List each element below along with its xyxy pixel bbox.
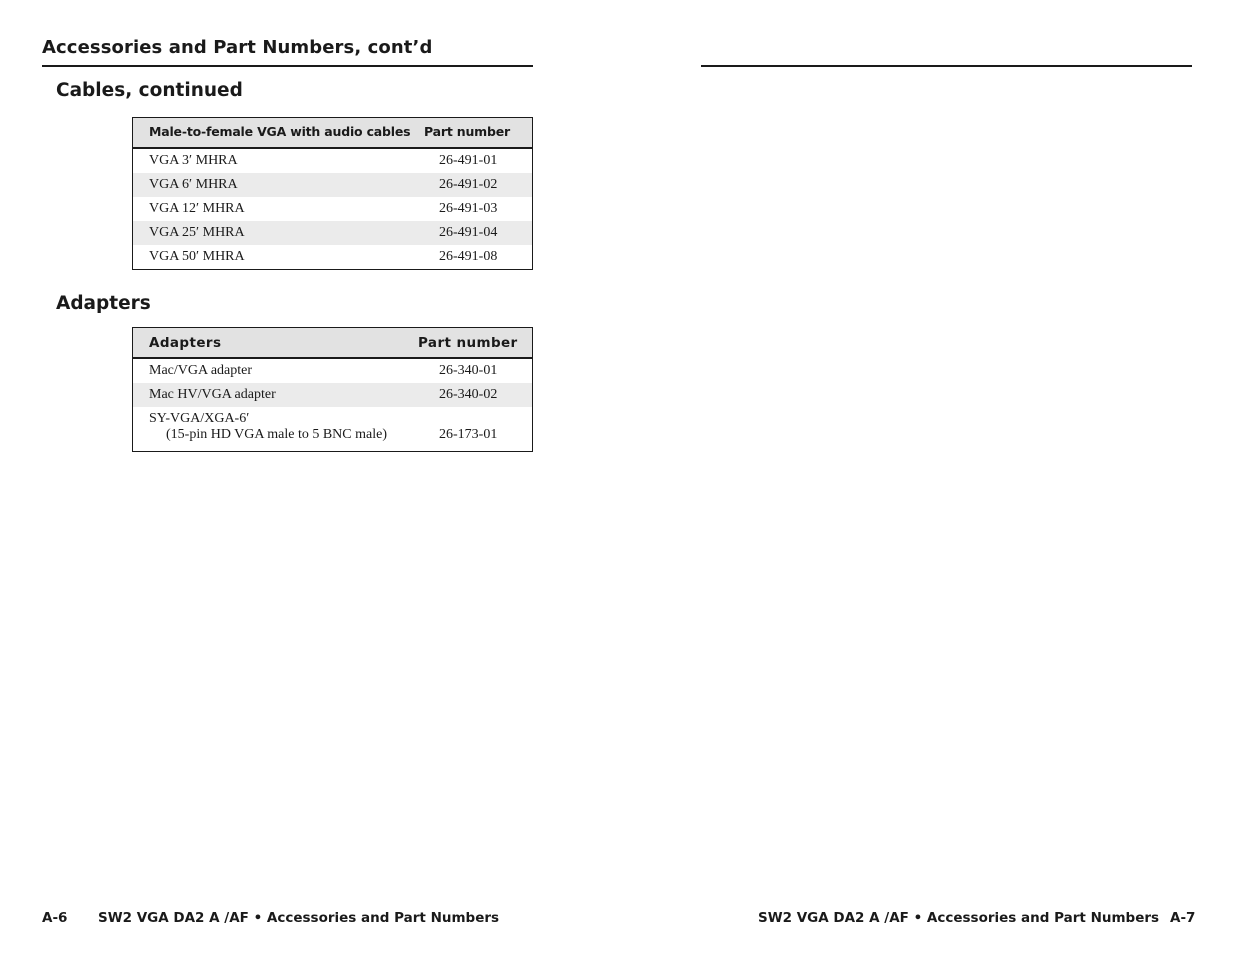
adapters-col-part-header: Part number	[418, 335, 518, 351]
cable-part-number: 26-491-04	[439, 225, 498, 240]
cable-name: VGA 3′ MHRA	[149, 153, 238, 168]
cable-name: VGA 25′ MHRA	[149, 225, 245, 240]
cable-name: VGA 12′ MHRA	[149, 201, 245, 216]
header-rule-right	[701, 65, 1192, 67]
page-title: Accessories and Part Numbers, cont’d	[42, 37, 433, 58]
table-row	[133, 173, 532, 197]
table-row	[133, 407, 532, 451]
header-rule-left	[42, 65, 533, 67]
footer-page-number-left: A-6	[42, 910, 68, 926]
adapter-part-number: 26-340-02	[439, 387, 498, 402]
cables-table-header	[133, 118, 532, 149]
table-row	[133, 197, 532, 221]
table-row	[133, 359, 532, 383]
footer-title-left: SW2 VGA DA2 A /AF • Accessories and Part Numbers	[98, 910, 500, 926]
adapter-name: Mac HV/VGA adapter	[149, 387, 276, 402]
cable-part-number: 26-491-03	[439, 201, 498, 216]
footer-title-right: SW2 VGA DA2 A /AF • Accessories and Part Numbers	[758, 910, 1160, 926]
cables-col-part-header: Part number	[424, 124, 510, 139]
cable-name: VGA 6′ MHRA	[149, 177, 238, 192]
cable-part-number: 26-491-08	[439, 249, 498, 264]
adapter-part-number: 26-340-01	[439, 363, 498, 378]
adapters-col-item-header: Adapters	[149, 335, 222, 351]
footer-page-number-right: A-7	[1170, 910, 1196, 926]
adapters-table-header	[133, 328, 532, 359]
adapter-name-line2: (15-pin HD VGA male to 5 BNC male)	[166, 427, 387, 442]
adapter-name: Mac/VGA adapter	[149, 363, 253, 378]
table-row	[133, 149, 532, 173]
cables-table	[132, 117, 533, 270]
adapter-part-number: 26-173-01	[439, 427, 498, 442]
adapters-table	[132, 327, 533, 452]
table-row	[133, 245, 532, 269]
adapters-section-heading: Adapters	[56, 293, 151, 314]
cables-col-item-header: Male-to-female VGA with audio cables	[149, 124, 411, 139]
adapter-name-line1: SY-VGA/XGA-6′	[149, 411, 250, 426]
cable-part-number: 26-491-01	[439, 153, 498, 168]
table-row	[133, 383, 532, 407]
cable-part-number: 26-491-02	[439, 177, 498, 192]
cables-section-heading: Cables, continued	[56, 80, 243, 101]
adapter-name	[149, 411, 387, 443]
cable-name: VGA 50′ MHRA	[149, 249, 245, 264]
table-row	[133, 221, 532, 245]
